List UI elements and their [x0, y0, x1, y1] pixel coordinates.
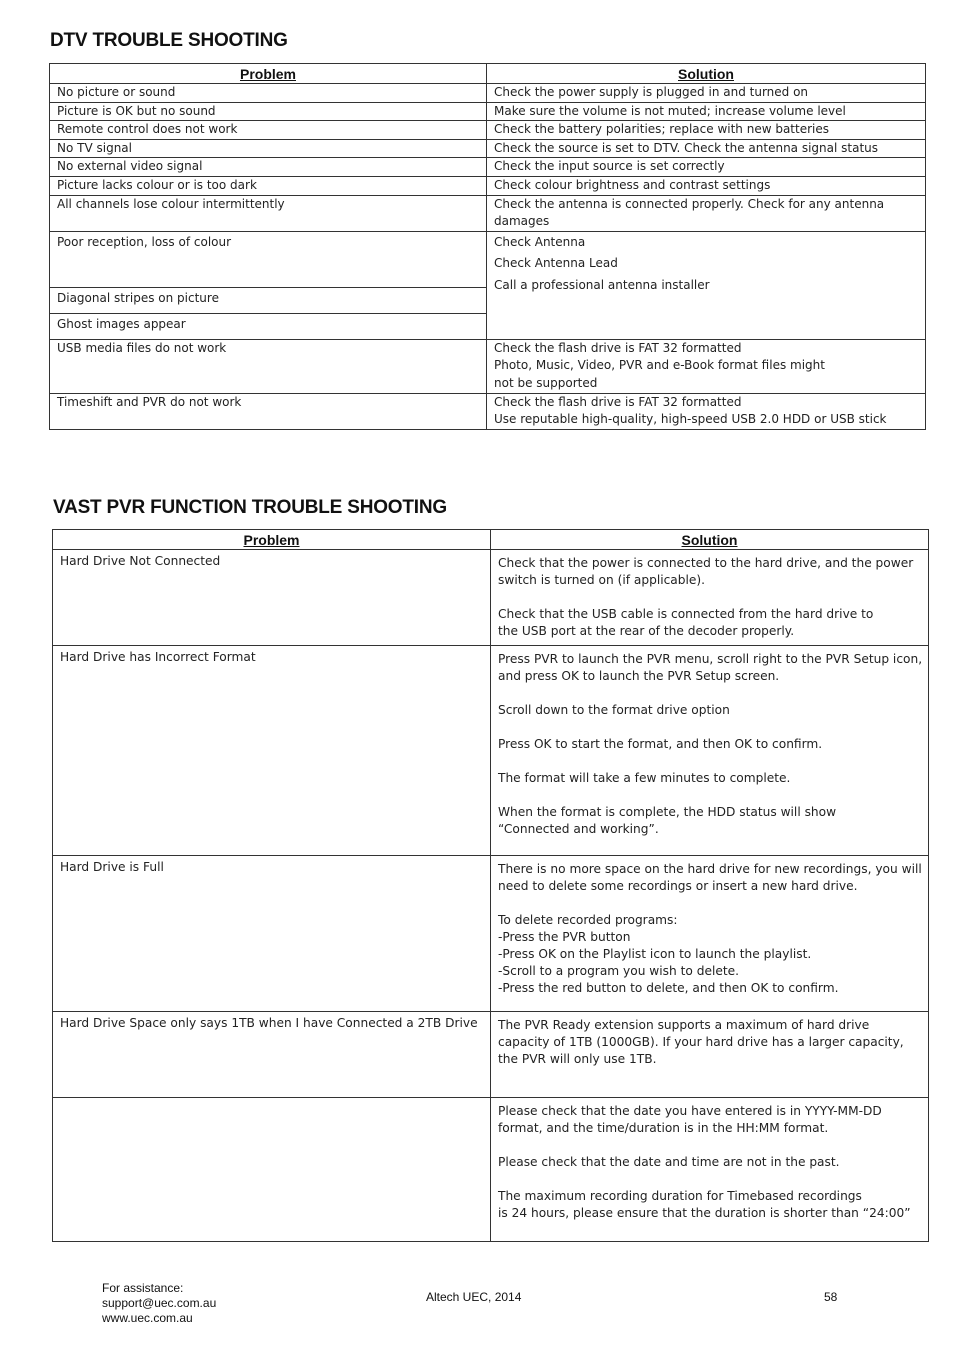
problem-cell: Remote control does not work [50, 121, 487, 140]
table-row [50, 195, 926, 231]
problem-cell: Ghost images appear [50, 313, 487, 339]
blank-line [498, 787, 921, 804]
solution-cell [487, 195, 926, 231]
solution-line: Check that the USB cable is connected from the hard drive to [498, 607, 874, 621]
copyright: Altech UEC, 2014 [426, 1290, 522, 1304]
solution-cell [487, 176, 926, 195]
problem-header: Problem [50, 64, 487, 84]
solution-cell [487, 393, 926, 429]
problem-cell: Hard Drive has Incorrect Format [53, 646, 491, 856]
solution-line: the USB port at the rear of the decoder properly. [498, 624, 795, 638]
table-row [50, 176, 926, 195]
solution-line: “Connected and working”. [498, 822, 659, 836]
solution-line: -Press the red button to delete, and then OK to confirm. [498, 981, 839, 995]
blank-line [498, 1137, 921, 1154]
solution-line: format, and the time/duration is in the HH:MM format. [498, 1121, 829, 1135]
blank-line [498, 719, 921, 736]
solution-line: Check the power supply is plugged in and turned on [494, 85, 809, 99]
table-row [53, 646, 929, 856]
solution-cell [487, 139, 926, 158]
solution-line: not be supported [494, 375, 598, 390]
solution-cell [491, 550, 929, 646]
solution-cell [487, 102, 926, 121]
solution-line: When the format is complete, the HDD status will show [498, 805, 837, 819]
solution-line: Check Antenna [494, 234, 586, 249]
solution-line: need to delete some recordings or insert a new hard drive. [498, 879, 858, 893]
solution-line: The PVR Ready extension supports a maximum of hard drive [498, 1018, 870, 1032]
problem-cell: USB media files do not work [50, 339, 487, 393]
solution-line: the PVR will only use 1TB. [498, 1052, 657, 1066]
blank-line [498, 895, 921, 912]
solution-line: The format will take a few minutes to complete. [498, 771, 791, 785]
problem-cell: Hard Drive Space only says 1TB when I have Connected a 2TB Drive [53, 1012, 491, 1098]
solution-cell [491, 856, 929, 1012]
table-header-row [53, 530, 929, 550]
solution-line: Press OK to start the format, and then OK to confirm. [498, 737, 823, 751]
dtv-section-title: DTV TROUBLE SHOOTING [50, 30, 288, 51]
solution-header: Solution [487, 64, 926, 84]
pvr-troubleshooting-table [52, 529, 929, 1242]
problem-cell: Timeshift and PVR do not work [50, 393, 487, 429]
solution-header: Solution [491, 530, 929, 550]
blank-line [498, 753, 921, 770]
problem-cell: Picture is OK but no sound [50, 102, 487, 121]
problem-header: Problem [53, 530, 491, 550]
blank-line [498, 589, 921, 606]
solution-line: Use reputable high-quality, high-speed USB 2.0 HDD or USB stick [494, 412, 887, 427]
table-row [50, 339, 926, 393]
blank-line [498, 685, 921, 702]
solution-line: -Press OK on the Playlist icon to launch the playlist. [498, 947, 812, 961]
table-row [50, 84, 926, 103]
table-row [50, 121, 926, 140]
solution-line: switch is turned on (if applicable). [498, 573, 706, 587]
solution-cell [491, 1098, 929, 1242]
website-link[interactable]: www.uec.com.au [102, 1311, 193, 1325]
problem-cell: No TV signal [50, 139, 487, 158]
solution-line: The maximum recording duration for Timebased recordings [498, 1189, 862, 1203]
problem-cell: All channels lose colour intermittently [50, 195, 487, 231]
solution-line: damages [494, 214, 550, 229]
blank-line [498, 1171, 921, 1188]
solution-cell [487, 84, 926, 103]
solution-line: Make sure the volume is not muted; increase volume level [494, 103, 846, 118]
solution-line: and press OK to launch the PVR Setup screen. [498, 669, 780, 683]
page-number: 58 [824, 1290, 838, 1304]
solution-line: Check Antenna Lead [494, 256, 618, 271]
table-row [53, 550, 929, 646]
solution-line: -Scroll to a program you wish to delete. [498, 964, 739, 978]
solution-cell [491, 1012, 929, 1098]
table-header-row [50, 64, 926, 84]
table-row [50, 231, 926, 287]
solution-line: capacity of 1TB (1000GB). If your hard drive has a larger capacity, [498, 1035, 904, 1049]
problem-cell: Poor reception, loss of colour [50, 231, 487, 287]
solution-cell [487, 231, 926, 339]
problem-cell [53, 1098, 491, 1242]
pvr-section-title: VAST PVR FUNCTION TROUBLE SHOOTING [53, 497, 447, 518]
table-row [50, 158, 926, 177]
problem-cell: Diagonal stripes on picture [50, 287, 487, 313]
solution-line: Press PVR to launch the PVR menu, scroll right to the PVR Setup icon, [498, 652, 923, 666]
solution-line: Check colour brightness and contrast settings [494, 177, 771, 192]
problem-cell: Hard Drive Not Connected [53, 550, 491, 646]
solution-cell [491, 646, 929, 856]
table-row [53, 856, 929, 1012]
solution-line: Check the source is set to DTV. Check the antenna signal status [494, 140, 879, 155]
solution-line: Check the flash drive is FAT 32 formatted [494, 340, 742, 355]
problem-cell: No external video signal [50, 158, 487, 177]
solution-line: Check that the power is connected to the hard drive, and the power [498, 556, 914, 570]
solution-cell [487, 121, 926, 140]
support-email-link[interactable]: support@uec.com.au [102, 1296, 217, 1310]
solution-line: Call a professional antenna installer [494, 277, 710, 292]
assistance-label: For assistance: [102, 1281, 184, 1295]
solution-line: Scroll down to the format drive option [498, 703, 730, 717]
table-row [53, 1012, 929, 1098]
table-row [50, 139, 926, 158]
solution-line: -Press the PVR button [498, 930, 631, 944]
problem-cell: Hard Drive is Full [53, 856, 491, 1012]
solution-line: Check the antenna is connected properly. Check for any antenna [494, 196, 885, 211]
solution-line: Check the flash drive is FAT 32 formatted [494, 394, 742, 409]
table-row [50, 393, 926, 429]
solution-line: Please check that the date you have entered is in YYYY-MM-DD [498, 1104, 882, 1118]
solution-line: To delete recorded programs: [498, 913, 678, 927]
footer-contact [102, 1281, 216, 1326]
solution-cell [487, 339, 926, 393]
solution-cell [487, 158, 926, 177]
table-row [53, 1098, 929, 1242]
solution-line: Please check that the date and time are not in the past. [498, 1155, 840, 1169]
dtv-troubleshooting-table [49, 63, 926, 430]
solution-line: Check the input source is set correctly [494, 159, 725, 174]
solution-line: Photo, Music, Video, PVR and e-Book format files might [494, 358, 825, 373]
problem-cell: No picture or sound [50, 84, 487, 103]
solution-line: There is no more space on the hard drive for new recordings, you will [498, 862, 922, 876]
table-row [50, 102, 926, 121]
solution-line: Check the battery polarities; replace with new batteries [494, 122, 830, 137]
solution-line: is 24 hours, please ensure that the duration is shorter than “24:00” [498, 1206, 911, 1220]
problem-cell: Picture lacks colour or is too dark [50, 176, 487, 195]
